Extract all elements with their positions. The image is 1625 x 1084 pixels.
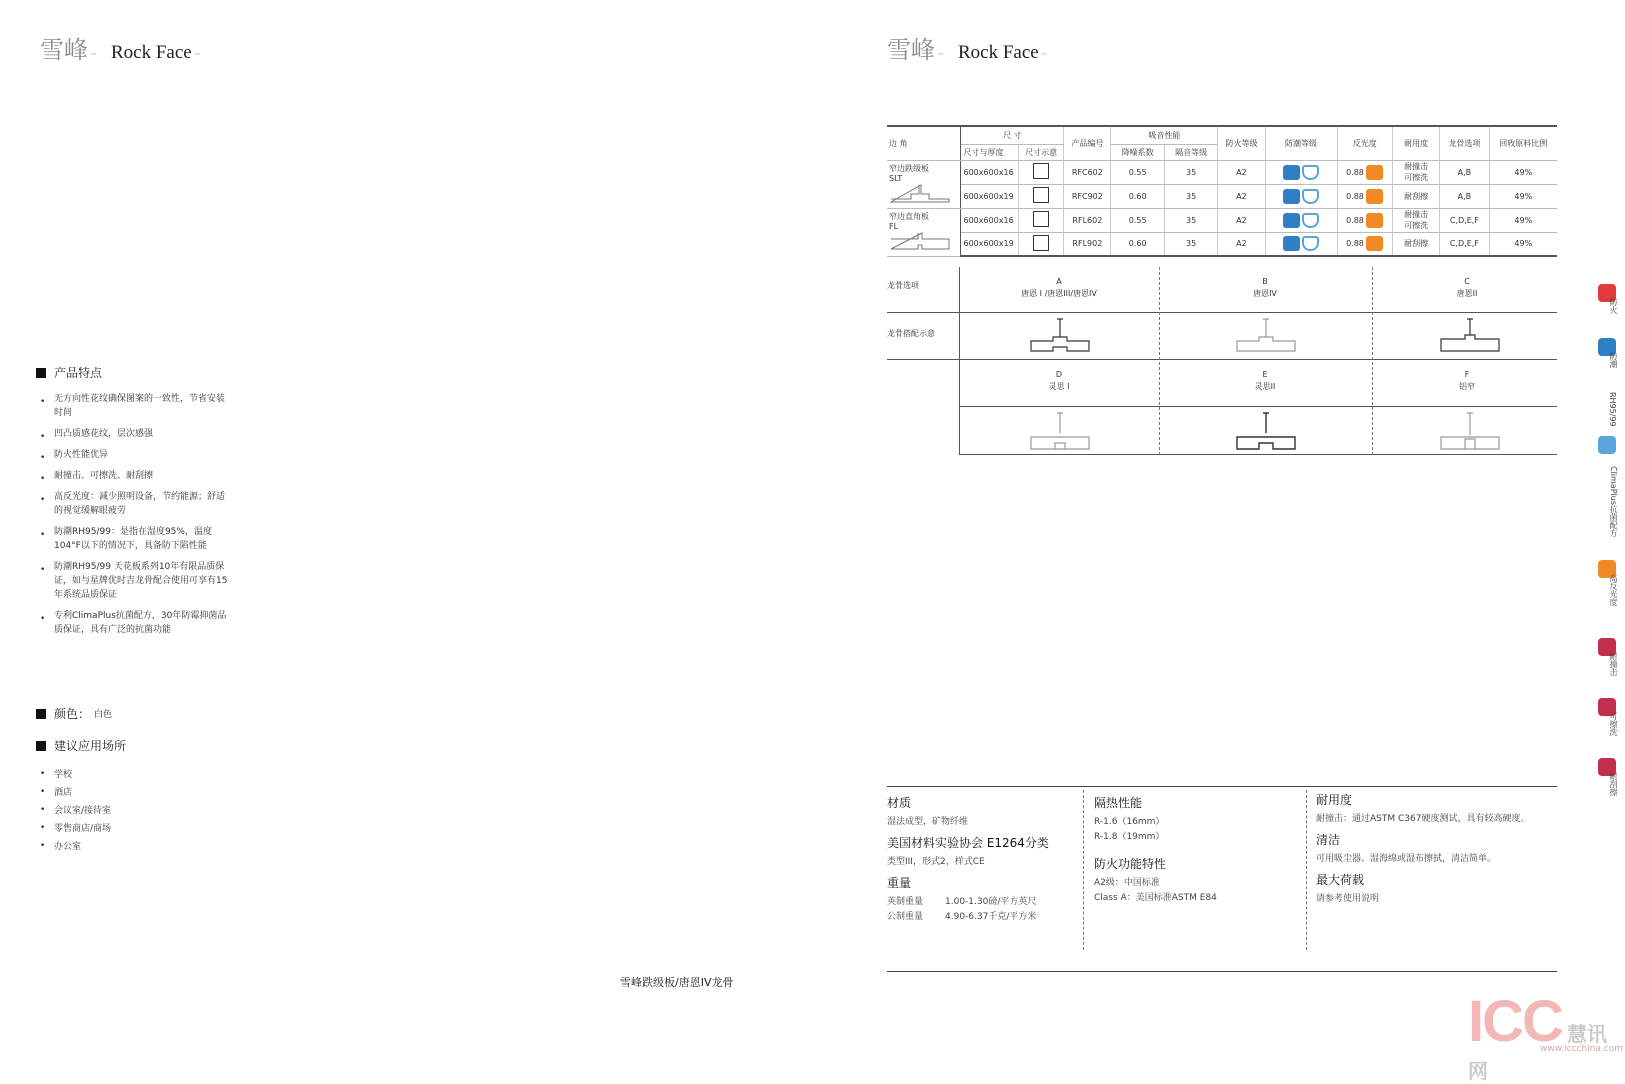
profile-name: 唐恩II [1456, 289, 1478, 298]
th-size-diagram: 尺寸示意 [1019, 144, 1064, 160]
list-item: • 零售商店/商场 [40, 820, 190, 838]
side-label-fire: 防火 [1609, 298, 1618, 314]
astm-title: 美国材料实验协会 E1264分类 [887, 836, 1049, 850]
divider [887, 359, 1557, 360]
trademark: ™ [90, 52, 97, 60]
reflect-icon [1366, 165, 1383, 180]
list-item: • 酒店 [40, 784, 190, 802]
table-row [887, 232, 1557, 256]
fire-title: 防火功能特性 [1094, 857, 1167, 871]
page-caption: 雪峰跌级板/唐恩IV龙骨 [620, 976, 734, 989]
cell-moisture [1265, 232, 1337, 256]
features-title: 产品特点 [54, 366, 103, 380]
grid-a-profile-diagram [1027, 317, 1093, 355]
profile-letter: D [1055, 370, 1063, 379]
cell-durability: 耐撞击 可擦洗 [1393, 208, 1440, 232]
rh-icon [1302, 213, 1319, 228]
cell-reflect [1337, 160, 1392, 184]
reflect-value: 0.88 [1346, 239, 1364, 249]
cell-grid: A,B [1440, 160, 1489, 184]
spec-table [887, 125, 1557, 257]
reflect-value: 0.88 [1346, 167, 1364, 177]
slt-edge-diagram [889, 183, 951, 203]
list-item: • 无方向性花纹确保图案的一致性，节省安装时间 [40, 392, 230, 420]
cell-moisture [1265, 208, 1337, 232]
durability-title: 耐用度 [1316, 793, 1353, 807]
list-item: • 凹凸质感花纹，层次感强 [40, 427, 230, 441]
features-heading [36, 364, 102, 381]
cell-reflect [1337, 232, 1392, 256]
material-text: 湿法成型，矿物纤维 [887, 817, 969, 827]
fire-row: Class A：美国标准ASTM E84 [1094, 893, 1217, 903]
list-item: • 学校 [40, 766, 190, 784]
rh-icon [1302, 236, 1319, 251]
edge-cell [887, 208, 961, 256]
moisture-icon [1283, 236, 1300, 251]
side-label-washable: 可擦洗 [1609, 712, 1618, 736]
cell-fire: A2 [1218, 184, 1265, 208]
applications-title: 建议应用场所 [54, 739, 127, 753]
cell-size-diagram [1019, 184, 1064, 208]
profile-name: 唐恩 I /唐恩III/唐恩IV [1021, 289, 1097, 298]
profile-d-label [999, 369, 1119, 393]
color-label: 颜色： [54, 707, 91, 721]
list-item: • 耐撞击、可擦洗、耐刮擦 [40, 469, 230, 483]
divider [959, 267, 960, 455]
cell-code: RFL902 [1064, 232, 1111, 256]
load-title: 最大荷载 [1316, 873, 1365, 887]
square-bullet-icon [36, 368, 46, 378]
grid-options-label: 龙骨选项 [887, 281, 919, 290]
th-code: 产品编号 [1064, 126, 1111, 160]
tile-square-icon [1033, 187, 1049, 203]
square-bullet-icon [36, 741, 46, 751]
profile-name: 灵思II [1254, 382, 1276, 391]
weight-label: 英制重量 [887, 897, 924, 907]
brand-en: Rock Face [958, 42, 1039, 63]
tile-square-icon [1033, 163, 1049, 179]
th-acoustic: 吸音性能 [1111, 126, 1218, 144]
profile-name: 唐恩IV [1253, 289, 1277, 298]
climaplus-icon [1598, 436, 1616, 454]
profile-name: 铝窄 [1459, 382, 1475, 391]
durability-text: 耐撞击：通过ASTM C367硬度测试，具有较高硬度。 [1316, 814, 1530, 824]
list-item: • 防潮RH95/99：是指在湿度95%，温度104°F以下的情况下，具备防下陷性能 [40, 525, 230, 553]
cell-fire: A2 [1218, 208, 1265, 232]
rh-icon [1302, 189, 1319, 204]
th-size-thickness: 尺寸与厚度 [961, 144, 1019, 160]
th-nrc: 降噪系数 [1111, 144, 1164, 160]
side-label-rh: RH95/99 [1608, 392, 1617, 427]
brand-en: Rock Face [111, 42, 192, 63]
divider [959, 406, 1557, 407]
cell-code: RFC902 [1064, 184, 1111, 208]
moisture-icon [1283, 213, 1300, 228]
trademark: ™ [193, 52, 201, 60]
edge-cell [887, 160, 961, 208]
grid-f-profile-diagram [1437, 411, 1503, 451]
watermark [1468, 988, 1625, 1084]
cell-recycled: 49% [1489, 208, 1557, 232]
grid-c-profile-diagram [1437, 317, 1503, 355]
side-label-impact: 耐撞击 [1609, 652, 1618, 676]
reflect-icon [1366, 213, 1383, 228]
reflect-icon [1366, 236, 1383, 251]
profile-a-label [999, 276, 1119, 300]
fire-row: A2级：中国标准 [1094, 878, 1160, 888]
cell-cac: 35 [1164, 184, 1217, 208]
profile-letter: B [1262, 277, 1268, 286]
profile-letter: F [1464, 370, 1470, 379]
thermal-row: R-1.8（19mm） [1094, 832, 1165, 842]
brand-left [40, 30, 201, 65]
list-item: • 专利ClimaPlus抗菌配方，30年防霉抑菌品质保证，具有广泛的抗菌功能 [40, 609, 230, 637]
cell-code: RFL602 [1064, 208, 1111, 232]
brand-zh: 雪峰 [887, 36, 935, 64]
thermal-row: R-1.6（16mm） [1094, 817, 1165, 827]
tile-square-icon [1033, 235, 1049, 251]
cell-nrc: 0.55 [1111, 160, 1164, 184]
cell-size-diagram [1019, 160, 1064, 184]
rh-icon [1302, 165, 1319, 180]
edge-label: 窄边直角板 FL [889, 211, 929, 231]
grid-fit-label: 龙骨搭配示意 [887, 329, 935, 338]
trademark: ™ [937, 52, 944, 60]
weight-row [887, 895, 1077, 910]
side-label-moisture: 防潮 [1609, 352, 1618, 368]
trademark: ™ [1040, 52, 1048, 60]
weight-value: 1.00-1.30磅/平方英尺 [945, 897, 1037, 907]
profile-e-label [1205, 369, 1325, 393]
divider [887, 971, 1557, 972]
cell-recycled: 49% [1489, 232, 1557, 256]
cell-cac: 35 [1164, 160, 1217, 184]
profile-f-label [1407, 369, 1527, 393]
watermark-logo: ICC [1468, 989, 1562, 1054]
cell-moisture [1265, 184, 1337, 208]
brand-right [887, 30, 1048, 65]
list-item: • 防潮RH95/99 天花板系列10年有限品质保证，如与星牌优时吉龙骨配合使用可享有15年系统品质保证 [40, 560, 230, 602]
reflect-value: 0.88 [1346, 191, 1364, 201]
material-title: 材质 [887, 796, 912, 810]
divider [1306, 790, 1307, 950]
cell-durability: 耐刮擦 [1393, 232, 1440, 256]
th-fire: 防火等级 [1218, 126, 1265, 160]
cell-durability: 耐撞击 可擦洗 [1393, 160, 1440, 184]
cell-grid: A,B [1440, 184, 1489, 208]
load-text: 请参考使用说明 [1316, 894, 1380, 904]
divider [959, 454, 1557, 455]
th-edge: 边 角 [887, 126, 961, 160]
cell-size-diagram [1019, 208, 1064, 232]
grid-b-profile-diagram [1233, 317, 1299, 355]
profile-letter: C [1464, 277, 1470, 286]
fl-edge-diagram [889, 231, 951, 251]
color-heading [36, 705, 112, 722]
cell-grid: C,D,E,F [1440, 232, 1489, 256]
profile-letter: A [1056, 277, 1062, 286]
divider [1159, 267, 1160, 455]
weight-title: 重量 [887, 876, 912, 890]
weight-row [887, 910, 1077, 925]
list-item: • 会议室/接待室 [40, 802, 190, 820]
divider [887, 312, 1557, 313]
list-item: • 高反光度：减少照明设备，节约能源；舒适的视觉缓解眼疲劳 [40, 490, 230, 518]
cell-moisture [1265, 160, 1337, 184]
profile-letter: E [1262, 370, 1268, 379]
cell-recycled: 49% [1489, 184, 1557, 208]
cleaning-title: 清洁 [1316, 833, 1341, 847]
th-reflect: 反光度 [1337, 126, 1392, 160]
table-row [887, 184, 1557, 208]
profile-c-label [1407, 276, 1527, 300]
profile-b-label [1205, 276, 1325, 300]
list-item: • 办公室 [40, 838, 190, 856]
reflect-icon [1366, 189, 1383, 204]
th-durability: 耐用度 [1393, 126, 1440, 160]
side-label-reflect: 高反光度 [1609, 574, 1618, 606]
cell-nrc: 0.60 [1111, 232, 1164, 256]
list-item: • 防火性能优异 [40, 448, 230, 462]
reflect-value: 0.88 [1346, 215, 1364, 225]
cell-size: 600x600x19 [961, 232, 1019, 256]
divider [1083, 790, 1084, 950]
profile-name: 灵思 I [1048, 382, 1070, 391]
moisture-icon [1283, 165, 1300, 180]
cell-size: 600x600x19 [961, 184, 1019, 208]
watermark-url: www.iccchina.com [1540, 1044, 1623, 1054]
thermal-title: 隔热性能 [1094, 796, 1143, 810]
color-value: 白色 [94, 710, 113, 720]
grid-e-profile-diagram [1233, 411, 1299, 451]
th-size: 尺 寸 [961, 126, 1064, 144]
cleaning-text: 可用吸尘器、湿海绵或湿布擦拭，清洁简单。 [1316, 854, 1497, 864]
applications-list [40, 766, 190, 856]
cell-size: 600x600x16 [961, 208, 1019, 232]
square-bullet-icon [36, 709, 46, 719]
durability-info [1316, 787, 1556, 907]
cell-nrc: 0.55 [1111, 208, 1164, 232]
applications-heading [36, 737, 126, 754]
thermal-fire-info [1094, 790, 1294, 906]
divider [1372, 267, 1373, 455]
side-label-climaplus: ClimaPlus抗菌配方 [1609, 466, 1618, 538]
cell-cac: 35 [1164, 232, 1217, 256]
weight-label: 公制重量 [887, 912, 924, 922]
cell-size-diagram [1019, 232, 1064, 256]
features-list [40, 392, 230, 644]
cell-fire: A2 [1218, 232, 1265, 256]
watermark-cn: 慧讯网 [1468, 1022, 1607, 1083]
cell-reflect [1337, 208, 1392, 232]
cell-cac: 35 [1164, 208, 1217, 232]
cell-recycled: 49% [1489, 160, 1557, 184]
weight-value: 4.90-6.37千克/平方米 [945, 912, 1037, 922]
grid-d-profile-diagram [1027, 411, 1093, 451]
cell-size: 600x600x16 [961, 160, 1019, 184]
cell-fire: A2 [1218, 160, 1265, 184]
th-moisture: 防潮等级 [1265, 126, 1337, 160]
cell-durability: 耐刮擦 [1393, 184, 1440, 208]
cell-grid: C,D,E,F [1440, 208, 1489, 232]
table-row [887, 208, 1557, 232]
brand-zh: 雪峰 [40, 36, 88, 64]
edge-label: 窄边跌级板 SLT [889, 163, 929, 183]
tile-square-icon [1033, 211, 1049, 227]
cell-reflect [1337, 184, 1392, 208]
moisture-icon [1283, 189, 1300, 204]
table-row [887, 160, 1557, 184]
cell-code: RFC602 [1064, 160, 1111, 184]
cell-nrc: 0.60 [1111, 184, 1164, 208]
th-cac: 隔音等级 [1164, 144, 1217, 160]
grid-profiles [887, 267, 1557, 457]
side-label-scratch: 耐刮擦 [1609, 772, 1618, 796]
th-recycled: 回收原料比例 [1489, 126, 1557, 160]
material-info [887, 790, 1077, 925]
th-grid: 龙骨选项 [1440, 126, 1489, 160]
astm-text: 类型III，形式2，样式CE [887, 857, 985, 867]
